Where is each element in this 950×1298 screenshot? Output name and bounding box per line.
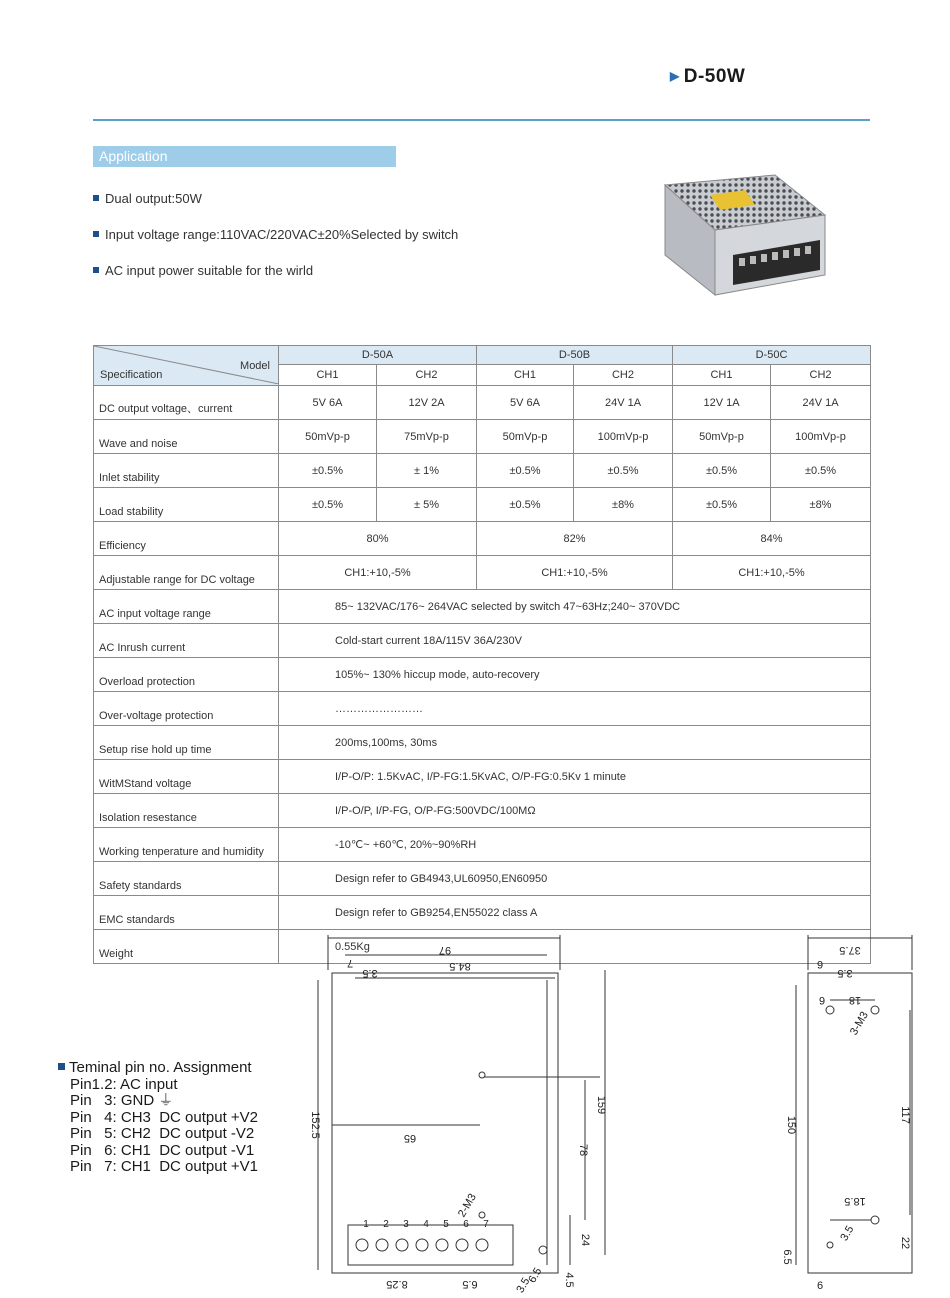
row-label: Isolation resestance xyxy=(94,794,279,828)
dim-label: 8.25 xyxy=(386,1278,408,1290)
row-label: AC input voltage range xyxy=(94,590,279,624)
dim-label: 3.5 xyxy=(838,1223,857,1244)
terminal-number: 3 xyxy=(403,1219,409,1230)
bullet-square-icon xyxy=(93,195,99,201)
table-cell: 5V 6A xyxy=(477,386,574,420)
corner-spec-label: Specification xyxy=(100,369,163,381)
pin-row: Pin 5: CH2 DC output -V2 xyxy=(70,1125,255,1142)
dim-label: 18.5 xyxy=(844,1195,866,1207)
table-row xyxy=(94,658,871,692)
dim-label: 152.5 xyxy=(309,1111,321,1139)
table-cell: 12V 1A xyxy=(673,386,771,420)
terminal-number: 6 xyxy=(463,1219,469,1230)
table-cell: Design refer to GB4943,UL60950,EN60950 xyxy=(279,862,871,896)
table-cell: CH1:+10,-5% xyxy=(279,556,477,590)
table-row xyxy=(94,794,871,828)
row-label: Safety standards xyxy=(94,862,279,896)
dim-label: 117 xyxy=(899,1106,911,1124)
row-label: Load stability xyxy=(94,488,279,522)
pin-assignment xyxy=(58,1060,258,1176)
corner-model-label: Model xyxy=(240,360,270,372)
dim-label: 22 xyxy=(899,1236,911,1250)
pin-assignment-title xyxy=(58,1060,258,1077)
dim-label: 6 xyxy=(816,1280,824,1292)
row-label: WitMStand voltage xyxy=(94,760,279,794)
dim-label: 78 xyxy=(577,1143,589,1157)
table-cell: CH1:+10,-5% xyxy=(673,556,871,590)
dim-label: 24 xyxy=(579,1233,591,1247)
model-title-text: D-50W xyxy=(683,66,746,87)
table-cell: 50mVp-p xyxy=(477,420,574,454)
dim-label: 3.5 xyxy=(362,967,378,979)
header-divider xyxy=(93,119,870,121)
table-row xyxy=(94,420,871,454)
table-row xyxy=(94,828,871,862)
row-label: Overload protection xyxy=(94,658,279,692)
application-banner: Application xyxy=(93,146,396,167)
model-header: D-50B xyxy=(477,346,673,365)
table-cell: 100mVp-p xyxy=(771,420,871,454)
bullet-square-icon xyxy=(93,231,99,237)
pin-row: Pin 7: CH1 DC output +V1 xyxy=(70,1158,259,1175)
row-label: DC output voltage、current xyxy=(94,386,279,420)
table-cell: 24V 1A xyxy=(574,386,673,420)
table-cell: 105%~ 130% hiccup mode, auto-recovery xyxy=(279,658,871,692)
row-label: Adjustable range for DC voltage xyxy=(94,556,279,590)
dim-label: 6 xyxy=(818,994,826,1006)
table-cell: ±0.5% xyxy=(279,488,377,522)
row-label: AC Inrush current xyxy=(94,624,279,658)
terminal-number: 7 xyxy=(483,1219,489,1230)
dim-label: 65 xyxy=(403,1132,417,1144)
dim-label: 150 xyxy=(785,1115,797,1135)
channel-header: CH1 xyxy=(673,365,771,386)
dim-label: 97 xyxy=(438,944,452,956)
terminal-number: 4 xyxy=(423,1219,429,1230)
bullet-square-icon xyxy=(58,1063,65,1070)
row-label: Over-voltage protection xyxy=(94,692,279,726)
row-label: Efficiency xyxy=(94,522,279,556)
terminal-number: 1 xyxy=(363,1219,369,1230)
table-header-models xyxy=(94,346,871,365)
terminal-number: 2 xyxy=(383,1219,389,1230)
table-cell: 82% xyxy=(477,522,673,556)
table-row xyxy=(94,522,871,556)
table-corner-cell xyxy=(94,346,279,386)
dim-label: 3.5 xyxy=(837,967,853,979)
table-cell: I/P-O/P, I/P-FG, O/P-FG:500VDC/100MΩ xyxy=(279,794,871,828)
dim-label: 3-M3 xyxy=(847,1009,871,1038)
dim-label: 4.5 xyxy=(563,1272,575,1288)
table-cell: ±0.5% xyxy=(771,454,871,488)
row-label: EMC standards xyxy=(94,896,279,930)
table-cell: ±0.5% xyxy=(477,488,574,522)
table-cell: …………………… xyxy=(279,692,871,726)
dim-label: 3.5 xyxy=(514,1275,533,1295)
table-row xyxy=(94,862,871,896)
terminal-number: 5 xyxy=(443,1219,449,1230)
dim-label: 6 xyxy=(816,958,824,970)
pin-row: Pin 3: GND ⏚ xyxy=(70,1092,174,1109)
pin-row: Pin 6: CH1 DC output -V1 xyxy=(70,1141,255,1159)
triangle-marker-icon: ▶ xyxy=(670,69,680,83)
table-cell: ± 5% xyxy=(377,488,477,522)
dim-label: 6.5 xyxy=(781,1249,793,1265)
table-cell: 50mVp-p xyxy=(279,420,377,454)
table-cell: 84% xyxy=(673,522,871,556)
front-dimension-drawing xyxy=(300,925,640,1295)
table-row xyxy=(94,488,871,522)
channel-header: CH2 xyxy=(377,365,477,386)
spec-table xyxy=(93,345,871,964)
table-row xyxy=(94,624,871,658)
side-dimension-drawing xyxy=(770,925,920,1295)
application-bullet xyxy=(93,227,458,242)
model-title xyxy=(670,66,745,88)
model-header: D-50A xyxy=(279,346,477,365)
table-row xyxy=(94,692,871,726)
table-cell: 5V 6A xyxy=(279,386,377,420)
pin-row: Pin 4: CH3 DC output +V2 xyxy=(70,1108,259,1126)
table-row xyxy=(94,760,871,794)
dim-label: 6.5 xyxy=(526,1265,545,1286)
bullet-text: AC input power suitable for the wirld xyxy=(105,263,314,278)
table-cell: ±0.5% xyxy=(673,488,771,522)
table-row xyxy=(94,386,871,420)
table-cell: ±0.5% xyxy=(279,454,377,488)
table-cell: CH1:+10,-5% xyxy=(477,556,673,590)
channel-header: CH1 xyxy=(477,365,574,386)
table-cell: 12V 2A xyxy=(377,386,477,420)
table-cell: 24V 1A xyxy=(771,386,871,420)
application-bullet xyxy=(93,263,313,278)
table-row xyxy=(94,590,871,624)
table-cell: 75mVp-p xyxy=(377,420,477,454)
row-label: Working tenperature and humidity xyxy=(94,828,279,862)
channel-header: CH2 xyxy=(771,365,871,386)
application-bullet xyxy=(93,191,202,206)
dim-label: 7 xyxy=(346,957,354,969)
table-cell: Design refer to GB9254,EN55022 class A xyxy=(279,896,871,930)
table-cell: 50mVp-p xyxy=(673,420,771,454)
table-cell: ±0.5% xyxy=(574,454,673,488)
table-cell: ±0.5% xyxy=(673,454,771,488)
table-cell: ± 1% xyxy=(377,454,477,488)
channel-header: CH1 xyxy=(279,365,377,386)
row-label: Wave and noise xyxy=(94,420,279,454)
dim-label: 18 xyxy=(848,994,862,1006)
table-cell: ±0.5% xyxy=(477,454,574,488)
row-label: Setup rise hold up time xyxy=(94,726,279,760)
dim-label: 2-M3 xyxy=(455,1191,479,1220)
table-row xyxy=(94,726,871,760)
product-photo xyxy=(655,170,830,305)
channel-header: CH2 xyxy=(574,365,673,386)
table-row xyxy=(94,556,871,590)
bullet-square-icon xyxy=(93,267,99,273)
row-label: Weight xyxy=(94,930,279,964)
table-cell: 80% xyxy=(279,522,477,556)
pin-row: Pin1.2: AC input xyxy=(70,1075,178,1093)
table-cell: Cold-start current 18A/115V 36A/230V xyxy=(279,624,871,658)
dim-label: 37.5 xyxy=(839,944,861,956)
dim-label: 6.5 xyxy=(462,1278,478,1290)
dim-label: 84.5 xyxy=(449,960,471,972)
table-cell: 0.55Kg xyxy=(279,930,871,964)
table-row xyxy=(94,454,871,488)
table-cell: 85~ 132VAC/176~ 264VAC selected by switch 47~63Hz;240~ 370VDC xyxy=(279,590,871,624)
row-label: Inlet stability xyxy=(94,454,279,488)
table-cell: 100mVp-p xyxy=(574,420,673,454)
model-header: D-50C xyxy=(673,346,871,365)
bullet-text: Input voltage range:110VAC/220VAC±20%Selected by switch xyxy=(105,227,459,242)
table-cell: ±8% xyxy=(771,488,871,522)
table-cell: -10℃~ +60℃, 20%~90%RH xyxy=(279,828,871,862)
bullet-text: Dual output:50W xyxy=(105,191,202,206)
pin-title-text: Teminal pin no. Assignment xyxy=(69,1059,252,1076)
table-cell: ±8% xyxy=(574,488,673,522)
table-cell: I/P-O/P: 1.5KvAC, I/P-FG:1.5KvAC, O/P-FG:0.5Kv 1 minute xyxy=(279,760,871,794)
table-cell: 200ms,100ms, 30ms xyxy=(279,726,871,760)
dim-label: 159 xyxy=(595,1095,607,1115)
